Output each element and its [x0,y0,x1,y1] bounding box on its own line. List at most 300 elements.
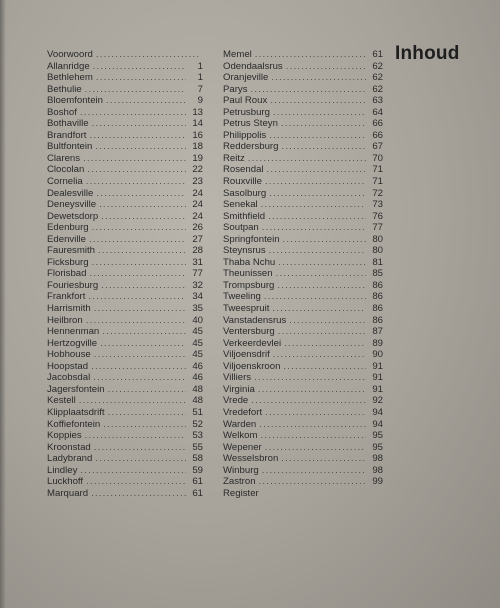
toc-entry-name: Trompsburg [223,279,275,291]
toc-entry-name: Vredefort [223,406,263,418]
toc-entry-page-number: 95 [372,430,383,442]
toc-entry-page-number: 16 [192,129,203,141]
toc-entry-name: Fouriesburg [47,279,99,291]
dot-leader [108,384,186,396]
toc-entry-page-number: 48 [192,383,203,395]
dot-leader [80,465,186,477]
dot-leader [264,291,366,303]
toc-entry [223,488,383,500]
toc-entry-name: Warden [223,418,257,430]
toc-entry-name: Clocolan [47,164,85,176]
toc-entry-name: Fauresmith [47,245,95,257]
toc-entry [47,361,203,373]
dot-leader [100,338,186,350]
dot-leader [95,453,186,465]
toc-entry-page-number: 45 [192,349,203,361]
toc-entry-name: Boshof [47,106,77,118]
toc-entry-name: Springfontein [223,233,280,245]
toc-entry-page-number: 46 [192,372,203,384]
toc-entry [223,245,383,257]
toc-entry-page-number: 28 [192,245,203,257]
toc-entry-name: Senekal [223,199,258,211]
dot-leader [255,49,366,61]
toc-entry-name: Brandfort [47,129,87,141]
toc-entry-page-number: 1 [197,60,203,72]
toc-entry-name: Sasolburg [223,187,267,199]
toc-entry [47,118,203,130]
dot-leader [86,315,186,327]
toc-entry-name: Welkom [223,430,258,442]
dot-leader [281,141,366,153]
toc-entry-name: Edenburg [47,222,89,234]
toc-entry-page-number: 76 [372,210,383,222]
toc-entry-page-number: 81 [372,256,383,268]
toc-entry [223,222,383,234]
toc-entry [47,442,203,454]
toc-entry [47,84,203,96]
toc-entry [47,465,203,477]
toc-entry-page-number: 61 [192,476,203,488]
toc-entry [47,372,203,384]
toc-entry [47,95,203,107]
toc-entry [223,95,383,107]
toc-entry-name: Jagersfontein [47,383,105,395]
toc-entry-page-number: 94 [372,418,383,430]
dot-leader [79,395,186,407]
toc-entry-name: Klipplaatsdrift [47,406,105,418]
dot-leader [254,372,366,384]
toc-entry-page-number: 46 [192,360,203,372]
toc-entry-page-number: 87 [372,326,383,338]
dot-leader [102,326,186,338]
dot-leader [265,407,366,419]
dot-leader [260,430,366,442]
toc-entry-page-number: 31 [192,256,203,268]
dot-leader [259,419,366,431]
toc-entry [47,61,203,73]
toc-entry-name: Edenville [47,233,86,245]
dot-leader [276,268,366,280]
toc-entry-name: Villiers [223,372,252,384]
toc-entry-name: Marquard [47,487,89,499]
toc-entry-page-number: 27 [192,233,203,245]
dot-leader [94,303,186,315]
toc-entry-page-number: 51 [192,406,203,418]
dot-leader [268,211,366,223]
toc-entry-page-number: 86 [372,303,383,315]
toc-entry-name: Bothaville [47,118,89,130]
toc-entry [223,395,383,407]
toc-entry-name: Florisbad [47,268,87,280]
toc-entry [47,245,203,257]
toc-entry-page-number: 62 [372,72,383,84]
toc-entry [223,199,383,211]
dot-leader [270,95,366,107]
dot-leader [278,257,366,269]
toc-entry-name: Ficksburg [47,256,89,268]
toc-entry [223,280,383,292]
toc-entry [223,153,383,165]
toc-entry [223,107,383,119]
dot-leader [269,245,366,257]
toc-entry-page-number: 67 [372,141,383,153]
page-binding-shadow [0,0,6,608]
toc-entry [47,72,203,84]
toc-entry-page-number: 9 [197,95,203,107]
dot-leader [265,442,366,454]
dot-leader [93,61,186,73]
toc-right-column [223,49,383,499]
toc-entry-name: Hoopstad [47,360,89,372]
toc-entry [47,211,203,223]
dot-leader [99,199,186,211]
dot-leader [92,118,186,130]
toc-entry-page-number: 98 [372,453,383,465]
toc-entry [47,49,203,61]
toc-entry [47,407,203,419]
dot-leader [265,176,366,188]
toc-entry-page-number: 91 [372,372,383,384]
toc-entry [223,268,383,280]
dot-leader [85,84,186,96]
toc-entry-page-number: 70 [372,152,383,164]
dot-leader [89,130,186,142]
toc-entry-name: Wepener [223,441,262,453]
toc-entry-name: Philippolis [223,129,267,141]
toc-entry [223,384,383,396]
toc-entry [223,430,383,442]
dot-leader [94,349,186,361]
toc-entry-page-number: 91 [372,360,383,372]
toc-entry-page-number: 14 [192,118,203,130]
dot-leader [86,176,186,188]
dot-leader [269,130,366,142]
toc-entry [47,430,203,442]
dot-leader [286,61,366,73]
toc-entry-name: Soutpan [223,222,259,234]
toc-entry-name: Lindley [47,464,78,476]
toc-entry-page-number: 71 [372,164,383,176]
dot-leader [283,361,366,373]
toc-entry [47,141,203,153]
toc-entry [47,488,203,500]
dot-leader [283,234,366,246]
toc-entry-page-number: 98 [372,464,383,476]
toc-entry-name: Bethulie [47,83,82,95]
toc-entry-name: Bultfontein [47,141,93,153]
toc-entry [47,453,203,465]
toc-entry [47,291,203,303]
toc-entry-page-number: 45 [192,337,203,349]
toc-entry-name: Allanridge [47,60,90,72]
toc-entry-page-number: 53 [192,430,203,442]
toc-entry-page-number: 71 [372,176,383,188]
dot-leader [248,153,366,165]
toc-entry-name: Luckhoff [47,476,84,488]
toc-entry-name: Tweeling [223,291,261,303]
toc-entry-name: Register [223,487,259,499]
toc-entry-name: Clarens [47,152,81,164]
toc-entry-name: Paul Roux [223,95,268,107]
toc-entry-page-number: 55 [192,441,203,453]
dot-leader [98,245,186,257]
toc-entry-page-number: 86 [372,314,383,326]
dot-leader [96,49,200,61]
toc-entry [47,268,203,280]
toc-entry-name: Odendaalsrus [223,60,283,72]
toc-entry [223,188,383,200]
toc-entry-name: Kroonstad [47,441,91,453]
toc-entry-name: Petrus Steyn [223,118,278,130]
dot-leader [92,257,186,269]
toc-entry-page-number: 59 [192,464,203,476]
toc-entry [223,291,383,303]
toc-entry [223,361,383,373]
toc-entry-name: Vanstadensrus [223,314,287,326]
toc-entry [223,419,383,431]
toc-entry [223,303,383,315]
dot-leader [93,372,186,384]
toc-entry-name: Vrede [223,395,249,407]
toc-entry-name: Rouxville [223,176,262,188]
toc-entry-page-number: 99 [372,476,383,488]
toc-entry [223,72,383,84]
toc-entry [223,130,383,142]
dot-leader [94,442,186,454]
toc-entry-page-number: 24 [192,199,203,211]
toc-entry [47,234,203,246]
toc-entry-page-number: 62 [372,83,383,95]
toc-entry-name: Viljoensdrif [223,349,270,361]
toc-entry-name: Rosendal [223,164,264,176]
toc-entry-name: Heilbron [47,314,83,326]
toc-entry-name: Ventersburg [223,326,275,338]
dot-leader [269,188,366,200]
toc-entry-name: Tweespruit [223,303,270,315]
toc-entry-name: Dewetsdorp [47,210,99,222]
toc-entry-page-number: 64 [372,106,383,118]
dot-leader [89,234,186,246]
toc-entry [223,476,383,488]
toc-entry-name: Theunissen [223,268,273,280]
toc-entry-name: Voorwoord [47,49,93,60]
dot-leader [80,107,186,119]
toc-entry [47,349,203,361]
toc-entry [223,118,383,130]
toc-entry-page-number: 91 [372,383,383,395]
toc-entry [47,188,203,200]
toc-entry-page-number: 66 [372,129,383,141]
dot-leader [95,141,186,153]
toc-entry [223,257,383,269]
toc-entry-name: Oranjeville [223,72,269,84]
dot-leader [262,465,366,477]
toc-entry-page-number: 7 [197,83,203,95]
toc-entry-page-number: 52 [192,418,203,430]
toc-entry [47,419,203,431]
toc-entry-page-number: 77 [372,222,383,234]
dot-leader [108,407,186,419]
dot-leader [88,291,186,303]
dot-leader [289,315,366,327]
toc-entry-name: Steynsrus [223,245,266,257]
toc-entry-name: Smithfield [223,210,266,222]
toc-entry [47,153,203,165]
dot-leader [103,419,186,431]
toc-entry-name: Kestell [47,395,76,407]
toc-entry [47,384,203,396]
toc-entry-page-number: 24 [192,187,203,199]
toc-entry [223,338,383,350]
toc-entry-page-number: 45 [192,326,203,338]
toc-entry-page-number: 63 [372,95,383,107]
toc-entry [223,453,383,465]
toc-entry-name: Parys [223,83,248,95]
toc-entry-page-number: 1 [197,72,203,84]
toc-entry-name: Bethlehem [47,72,93,84]
toc-entry-page-number: 13 [192,106,203,118]
toc-entry-name: Hennenman [47,326,100,338]
toc-entry-name: Deneysville [47,199,97,211]
dot-leader [96,188,186,200]
toc-entry-name: Petrusburg [223,106,270,118]
toc-entry-name: Reitz [223,152,245,164]
toc-entry [47,338,203,350]
toc-entry-name: Verkeerdevlei [223,337,282,349]
toc-entry-page-number: 94 [372,406,383,418]
toc-entry-name: Hobhouse [47,349,91,361]
toc-entry-page-number: 61 [192,487,203,499]
toc-entry-page-number: 95 [372,441,383,453]
toc-entry [47,280,203,292]
toc-entry [223,372,383,384]
toc-entry-name: Bloemfontein [47,95,103,107]
dot-leader [284,338,366,350]
dot-leader [85,430,186,442]
toc-entry-page-number: 24 [192,210,203,222]
dot-leader [267,164,366,176]
toc-entry [47,107,203,119]
toc-entry-page-number: 73 [372,199,383,211]
toc-entry-page-number: 58 [192,453,203,465]
toc-entry-name: Thaba Nchu [223,256,276,268]
toc-entry [223,164,383,176]
toc-entry-page-number: 86 [372,279,383,291]
dot-leader [261,199,366,211]
toc-entry-page-number: 40 [192,314,203,326]
toc-entry [223,315,383,327]
dot-leader [273,107,366,119]
toc-entry [223,326,383,338]
dot-leader [101,280,186,292]
toc-entry-name: Zastron [223,476,256,488]
toc-entry [223,211,383,223]
dot-leader [262,222,366,234]
toc-entry [223,176,383,188]
dot-leader [91,488,186,500]
toc-entry [223,141,383,153]
dot-leader [273,349,366,361]
toc-entry-name: Koppies [47,430,82,442]
toc-entry-page-number: 66 [372,118,383,130]
toc-entry-page-number: 80 [372,245,383,257]
toc-entry-page-number: 72 [372,187,383,199]
toc-entry-page-number: 85 [372,268,383,280]
dot-leader [92,222,186,234]
toc-entry-page-number: 19 [192,152,203,164]
dot-leader [277,280,366,292]
toc-entry-page-number: 61 [372,49,383,60]
dot-leader [271,72,366,84]
toc-left-column [47,49,203,499]
toc-entry-page-number: 48 [192,395,203,407]
dot-leader [86,476,186,488]
toc-entry [47,164,203,176]
toc-entry-page-number: 35 [192,303,203,315]
dot-leader [83,153,186,165]
toc-entry [223,49,383,61]
toc-entry-page-number: 18 [192,141,203,153]
dot-leader [101,211,186,223]
toc-entry-page-number: 90 [372,349,383,361]
toc-entry [223,349,383,361]
toc-entry-page-number: 34 [192,291,203,303]
toc-entry-page-number: 86 [372,291,383,303]
dot-leader [281,453,366,465]
toc-entry-page-number: 80 [372,233,383,245]
toc-entry-name: Memel [223,49,252,60]
toc-entry-name: Reddersburg [223,141,279,153]
toc-entry-page-number: 32 [192,279,203,291]
dot-leader [89,268,186,280]
dot-leader [258,384,366,396]
dot-leader [251,84,366,96]
toc-entry [47,476,203,488]
toc-entry-name: Koffiefontein [47,418,101,430]
toc-entry [223,84,383,96]
toc-entry-name: Jacobsdal [47,372,91,384]
toc-entry-name: Frankfort [47,291,86,303]
toc-entry-page-number: 77 [192,268,203,280]
toc-entry-name: Viljoenskroon [223,360,281,372]
dot-leader [251,395,366,407]
toc-entry-page-number: 89 [372,337,383,349]
toc-entry-page-number: 26 [192,222,203,234]
dot-leader [272,303,366,315]
toc-entry [223,234,383,246]
dot-leader [281,118,366,130]
toc-entry [223,61,383,73]
dot-leader [91,361,186,373]
page-title: Inhoud [395,43,460,64]
toc-entry-name: Cornelia [47,176,83,188]
toc-entry-name: Ladybrand [47,453,93,465]
dot-leader [278,326,366,338]
toc-entry [223,465,383,477]
toc-entry-name: Wesselsbron [223,453,279,465]
toc-entry [47,315,203,327]
toc-entry-name: Dealesville [47,187,94,199]
toc-entry [47,326,203,338]
toc-entry [223,407,383,419]
toc-entry [47,176,203,188]
dot-leader [96,72,186,84]
toc-entry-page-number: 23 [192,176,203,188]
toc-entry-name: Hertzogville [47,337,98,349]
dot-leader [259,476,366,488]
toc-entry-page-number: 92 [372,395,383,407]
toc-entry [47,395,203,407]
